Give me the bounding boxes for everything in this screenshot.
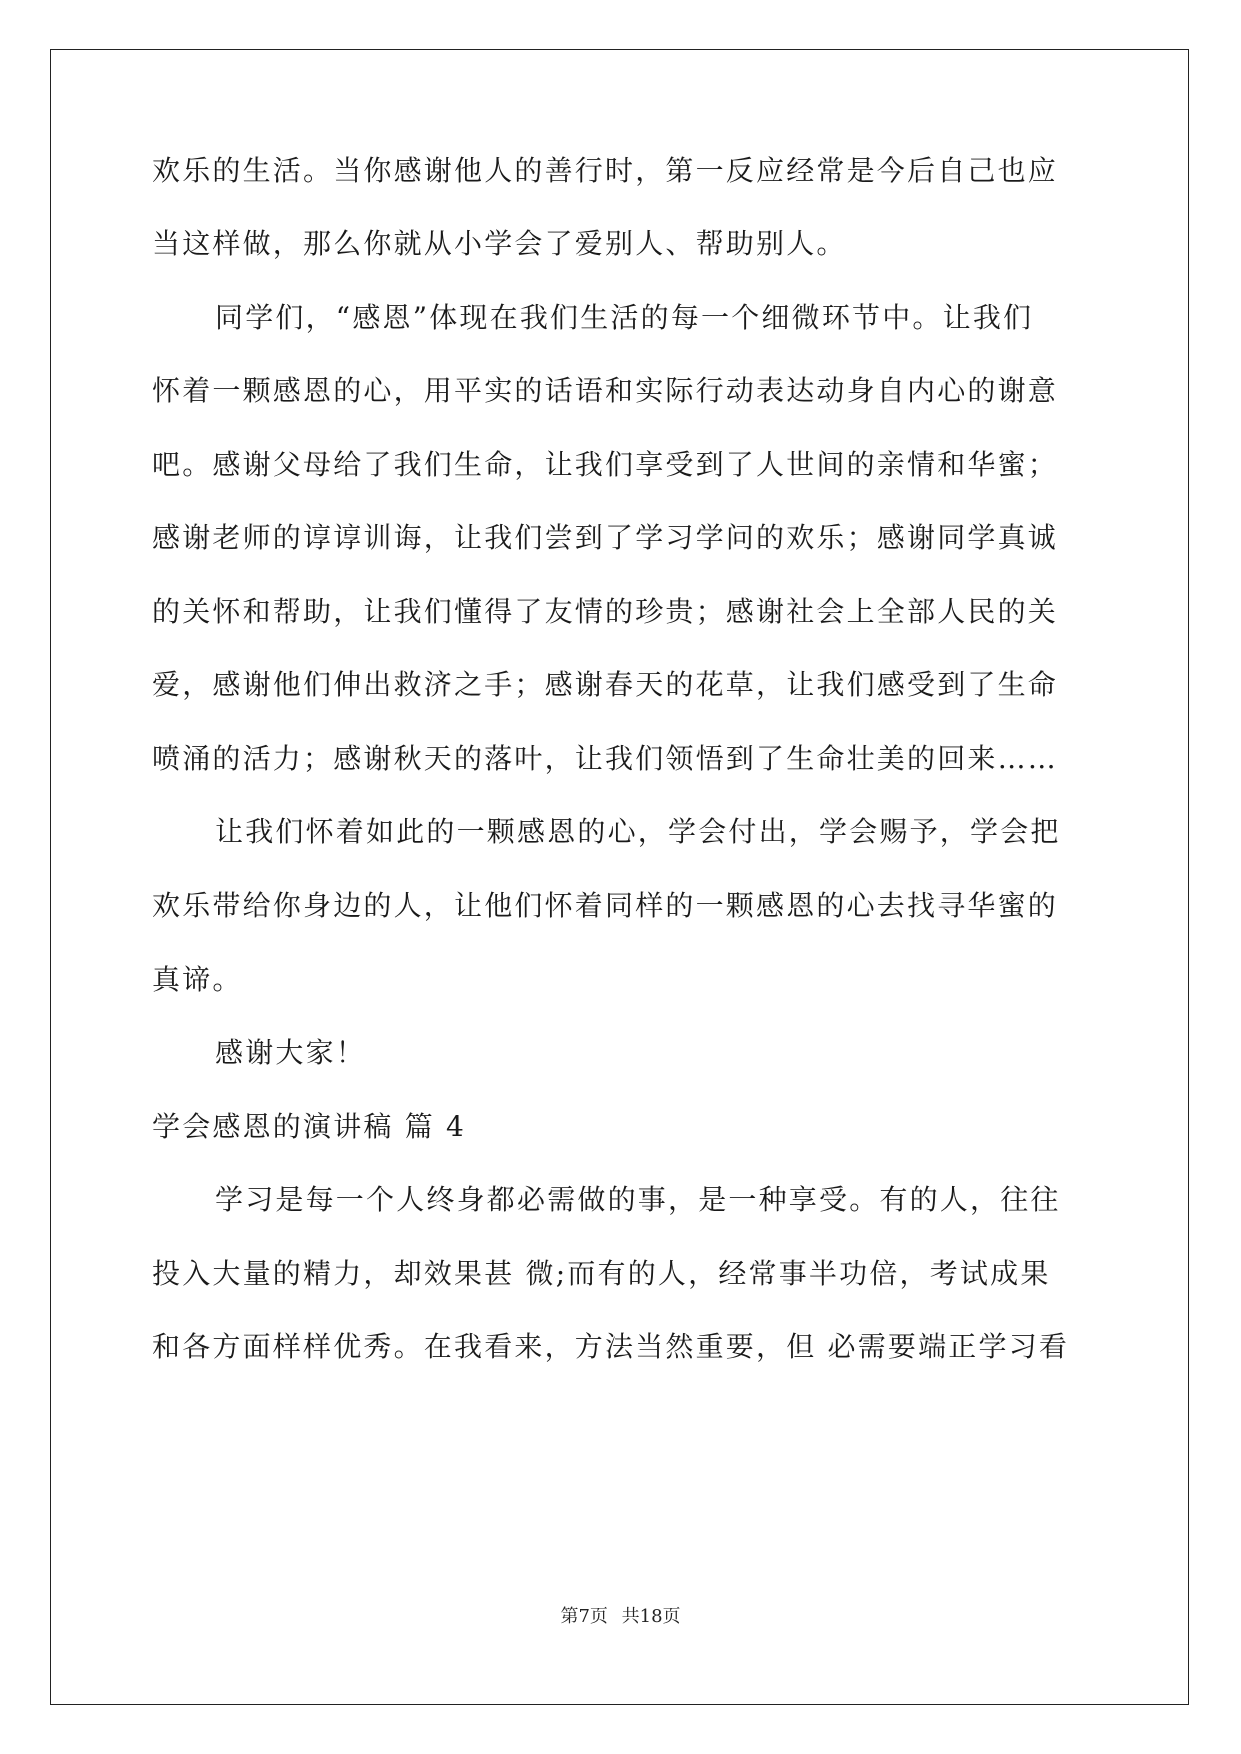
text-line: 的关怀和帮助，让我们懂得了友情的珍贵；感谢社会上全部人民的关 <box>152 595 1059 628</box>
paragraph-start-line: 让我们怀着如此的一颗感恩的心，学会付出，学会赐予，学会把 <box>215 815 1061 848</box>
text-line: 当这样做，那么你就从小学会了爱别人、帮助别人。 <box>152 227 847 260</box>
page-footer <box>0 1605 1241 1629</box>
page-total: 共18页 <box>621 1606 681 1627</box>
paragraph-start-line: 同学们，“感恩”体现在我们生活的每一个细微环节中。让我们 <box>215 301 1034 334</box>
text-line: 吧。感谢父母给了我们生命，让我们享受到了人世间的亲情和华蜜； <box>152 448 1059 481</box>
text-line: 和各方面样样优秀。在我看来，方法当然重要，但 必需要端正学习看 <box>152 1330 1070 1363</box>
text-line: 欢乐的生活。当你感谢他人的善行时，第一反应经常是今后自己也应 <box>152 154 1059 187</box>
text-line: 喷涌的活力；感谢秋天的落叶，让我们领悟到了生命壮美的回来…… <box>152 742 1059 775</box>
text-line: 真谛。 <box>152 963 243 996</box>
text-line: 爱，感谢他们伸出救济之手；感谢春天的花草，让我们感受到了生命 <box>152 668 1059 701</box>
text-line: 投入大量的精力，却效果甚 微;而有的人，经常事半功倍，考试成果 <box>152 1257 1051 1290</box>
text-line: 欢乐带给你身边的人，让他们怀着同样的一颗感恩的心去找寻华蜜的 <box>152 889 1059 922</box>
section-heading: 学会感恩的演讲稿 篇 4 <box>152 1110 467 1143</box>
text-line: 感谢老师的谆谆训诲，让我们尝到了学习学问的欢乐；感谢同学真诚 <box>152 521 1059 554</box>
text-line: 怀着一颗感恩的心，用平实的话语和实际行动表达动身自内心的谢意 <box>152 374 1059 407</box>
paragraph-start-line: 学习是每一个人终身都必需做的事，是一种享受。有的人，往往 <box>215 1183 1061 1216</box>
closing-line: 感谢大家！ <box>215 1036 367 1069</box>
page-number: 第7页 <box>560 1606 608 1627</box>
